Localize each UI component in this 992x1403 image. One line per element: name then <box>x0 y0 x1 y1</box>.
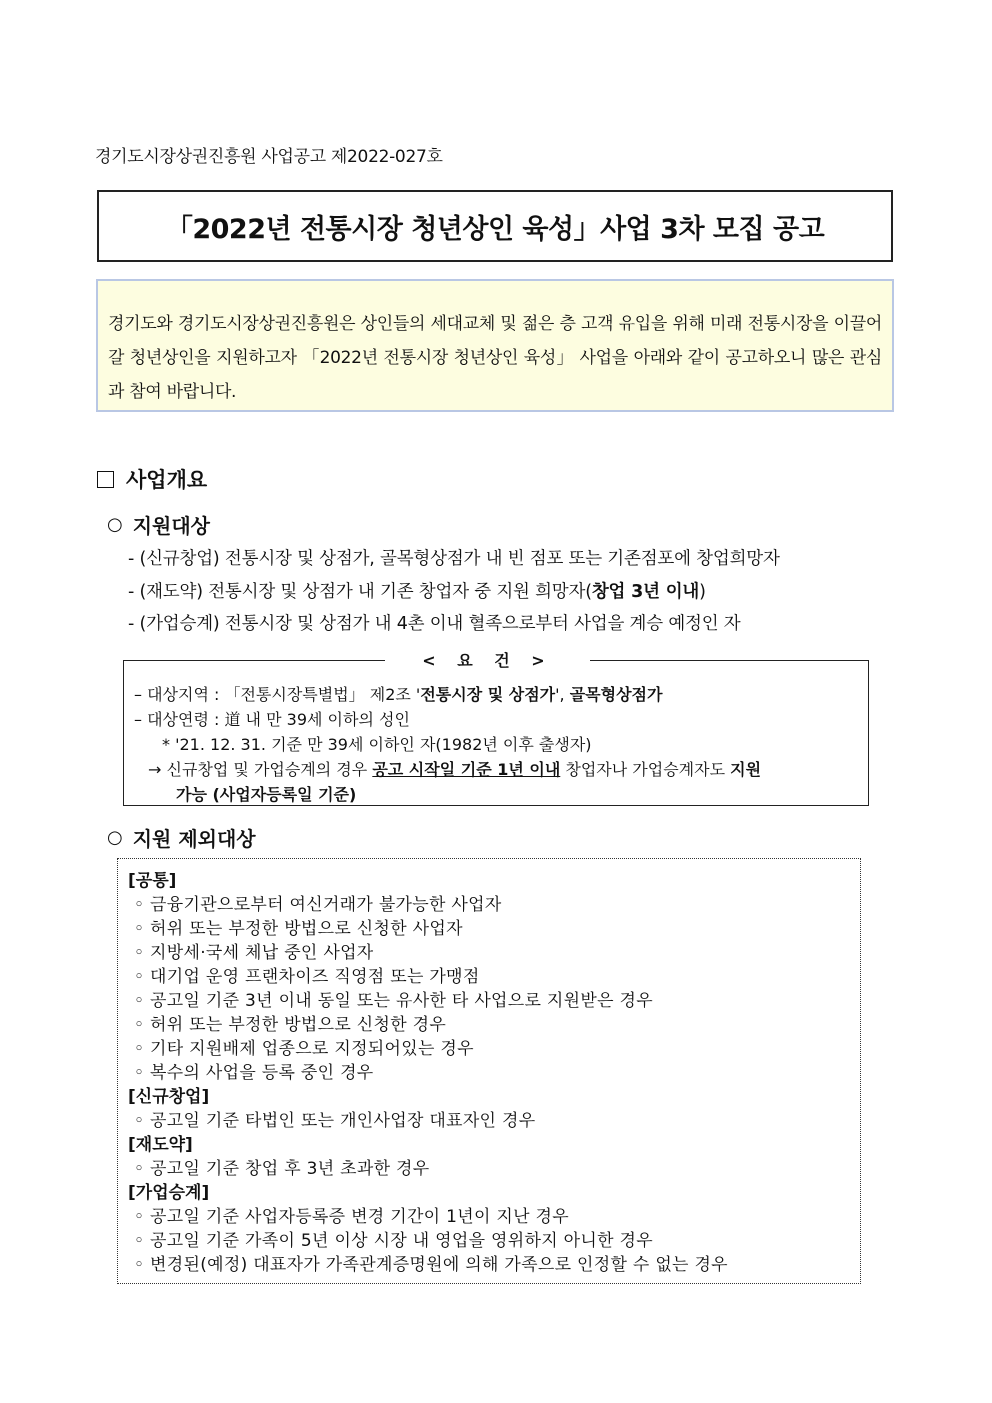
arrow-bold: 지원 <box>730 760 762 779</box>
requirement-arrow-cont <box>134 782 858 807</box>
region-mid: ', <box>555 685 570 704</box>
requirement-age: – 대상연령 : 道 내 만 39세 이하의 성인 <box>134 710 410 729</box>
list-item: ◦ 공고일 기준 사업자등록증 변경 기간이 1년이 지난 경우 <box>134 1207 569 1227</box>
group-heading: [신규창업] <box>128 1087 210 1107</box>
region-bold: 골목형상점가 <box>569 685 663 704</box>
target-list <box>128 543 780 641</box>
list-item: ◦ 공고일 기준 가족이 5년 이상 시장 내 영업을 영위하지 아니한 경우 <box>134 1231 653 1251</box>
section-heading-text: 사업개요 <box>126 468 208 492</box>
circle-bullet-icon: ○ <box>107 514 123 535</box>
list-item: ◦ 공고일 기준 3년 이내 동일 또는 유사한 타 사업으로 지원받은 경우 <box>134 991 653 1011</box>
list-item: ◦ 허위 또는 부정한 방법으로 신청한 사업자 <box>134 919 463 939</box>
exclusion-box <box>117 858 861 1284</box>
intro-text: 경기도와 경기도시장상권진흥원은 상인들의 세대교체 및 젊은 층 고객 유입을 위해 미래 전통시장을 이끌어 갈 청년상인을 지원하고자 「2022년 전통시장 청년상인 육성」 사업을 아래와 같이 공고하오니 많은 관심과 참여 바랍니다. <box>108 314 882 402</box>
requirement-region <box>134 682 858 707</box>
requirements-label: < 요 건 > <box>422 651 553 670</box>
list-item <box>128 608 780 641</box>
list-item: ◦ 금융기관으로부터 여신거래가 불가능한 사업자 <box>134 895 502 915</box>
group-heading: [공통] <box>128 871 177 891</box>
list-item: ◦ 지방세·국세 체납 중인 사업자 <box>134 943 374 963</box>
list-item: ◦ 공고일 기준 창업 후 3년 초과한 경우 <box>134 1159 430 1179</box>
list-item: ◦ 변경된(예정) 대표자가 가족관계증명원에 의해 가족으로 인정할 수 없는 경우 <box>134 1255 728 1275</box>
page-title-text: 「2022년 전통시장 청년상인 육성」사업 3차 모집 공고 <box>165 213 825 245</box>
list-item <box>128 543 780 576</box>
requirement-age-note: * '21. 12. 31. 기준 만 39세 이하인 자(1982년 이후 출생자) <box>162 735 592 754</box>
exclusion-heading-text: 지원 제외대상 <box>132 827 256 851</box>
arrow-text: → 신규창업 및 가업승계의 경우 <box>148 760 373 779</box>
list-item: ◦ 기타 지원배제 업종으로 지정되어있는 경우 <box>134 1039 474 1059</box>
target-heading <box>107 510 210 539</box>
list-item-text: - (재도약) 전통시장 및 상점가 내 기존 창업자 중 지원 희망자( <box>128 581 592 602</box>
list-item: ◦ 공고일 기준 타법인 또는 개인사업장 대표자인 경우 <box>134 1111 536 1131</box>
arrow-underline: 공고 시작일 기준 1년 이내 <box>372 760 561 779</box>
page-title <box>97 190 893 262</box>
circle-bullet-icon: ○ <box>107 827 123 848</box>
section-heading <box>97 464 207 494</box>
target-heading-text: 지원대상 <box>132 514 210 538</box>
list-item-tail: ) <box>699 581 706 602</box>
list-item-text: - (가업승계) 전통시장 및 상점가 내 4촌 이내 혈족으로부터 사업을 계승 예정인 자 <box>128 614 741 634</box>
region-bold: 전통시장 및 상점가 <box>420 685 556 704</box>
requirement-arrow-note <box>134 757 858 782</box>
region-text: – 대상지역 : 「전통시장특별법」 제2조 ' <box>134 685 421 704</box>
exclusion-heading <box>107 823 256 852</box>
list-item: ◦ 대기업 운영 프랜차이즈 직영점 또는 가맹점 <box>134 967 480 987</box>
requirements-box <box>123 660 869 806</box>
list-item-text: - (신규창업) 전통시장 및 상점가, 골목형상점가 내 빈 점포 또는 기존점포에 창업희망자 <box>128 549 780 569</box>
list-item: ◦ 복수의 사업을 등록 중인 경우 <box>134 1063 374 1083</box>
group-heading: [가업승계] <box>128 1183 210 1203</box>
arrow-bold: 가능 (사업자등록일 기준) <box>176 785 357 804</box>
checkbox-square-icon <box>97 471 114 488</box>
list-item: ◦ 허위 또는 부정한 방법으로 신청한 경우 <box>134 1015 447 1035</box>
intro-box <box>96 279 894 412</box>
group-heading: [재도약] <box>128 1135 193 1155</box>
arrow-mid: 창업자나 가업승계자도 <box>560 760 731 779</box>
list-item-bold: 창업 3년 이내 <box>591 581 700 602</box>
list-item <box>128 576 780 609</box>
notice-number: 경기도시장상권진흥원 사업공고 제2022-027호 <box>95 147 443 167</box>
